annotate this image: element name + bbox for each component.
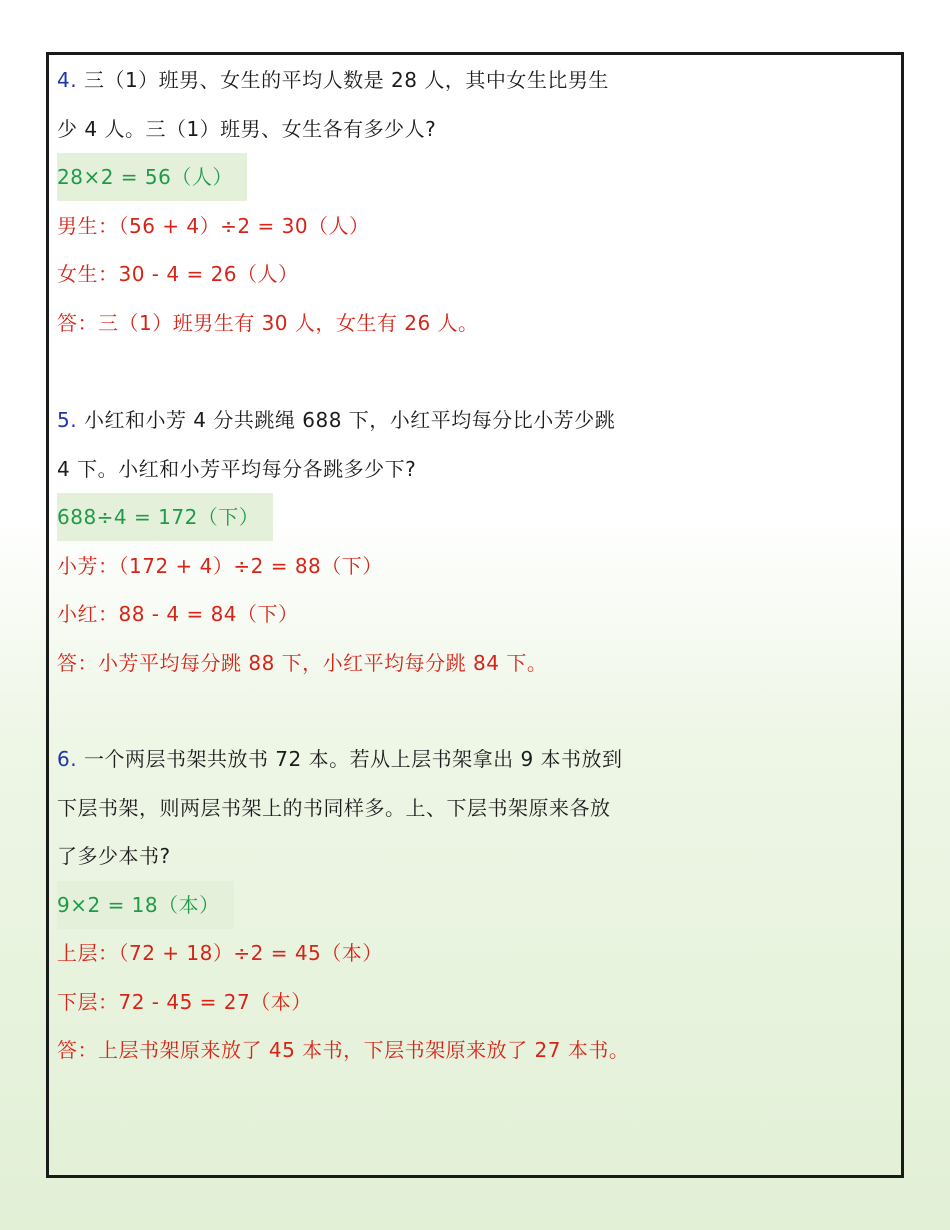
step-2: 小芳：（172 + 4）÷2 = 88（下）	[57, 553, 383, 578]
step-3: 小红：88 - 4 = 84（下）	[57, 602, 299, 626]
question-line: 少 4 人。三（1）班男、女生各有多少人?	[57, 116, 437, 141]
question-line	[57, 396, 907, 445]
answer: 答：小芳平均每分跳 88 下，小红平均每分跳 84 下。	[57, 650, 548, 675]
problem-4	[57, 56, 907, 347]
answer: 答：上层书架原来放了 45 本书，下层书架原来放了 27 本书。	[57, 1038, 630, 1062]
question-line: 下层书架，则两层书架上的书同样多。上、下层书架原来各放	[57, 795, 611, 820]
question-line	[57, 735, 907, 784]
problem-6	[57, 735, 907, 1075]
question-line	[57, 56, 907, 105]
step-1-highlight: 9×2 = 18（本）	[57, 881, 234, 929]
question-text: 三（1）班男、女生的平均人数是 28 人，其中女生比男生	[77, 68, 609, 92]
question-line: 4 下。小红和小芳平均每分各跳多少下?	[57, 456, 417, 481]
step-3: 下层：72 - 45 = 27（本）	[57, 989, 312, 1014]
question-number: 4.	[57, 68, 78, 92]
question-text: 一个两层书架共放书 72 本。若从上层书架拿出 9 本书放到	[77, 747, 623, 771]
problem-5	[57, 396, 907, 687]
question-number: 6.	[57, 747, 78, 771]
question-number: 5.	[57, 408, 78, 432]
step-2: 上层：（72 + 18）÷2 = 45（本）	[57, 941, 383, 965]
question-text: 小红和小芳 4 分共跳绳 688 下，小红平均每分比小芳少跳	[77, 408, 616, 432]
question-line: 了多少本书?	[57, 844, 171, 868]
step-3: 女生：30 - 4 = 26（人）	[57, 262, 299, 286]
answer: 答：三（1）班男生有 30 人，女生有 26 人。	[57, 310, 479, 335]
step-1-highlight: 688÷4 = 172（下）	[57, 493, 273, 541]
step-1-highlight: 28×2 = 56（人）	[57, 153, 247, 201]
step-2: 男生：（56 + 4）÷2 = 30（人）	[57, 213, 370, 238]
